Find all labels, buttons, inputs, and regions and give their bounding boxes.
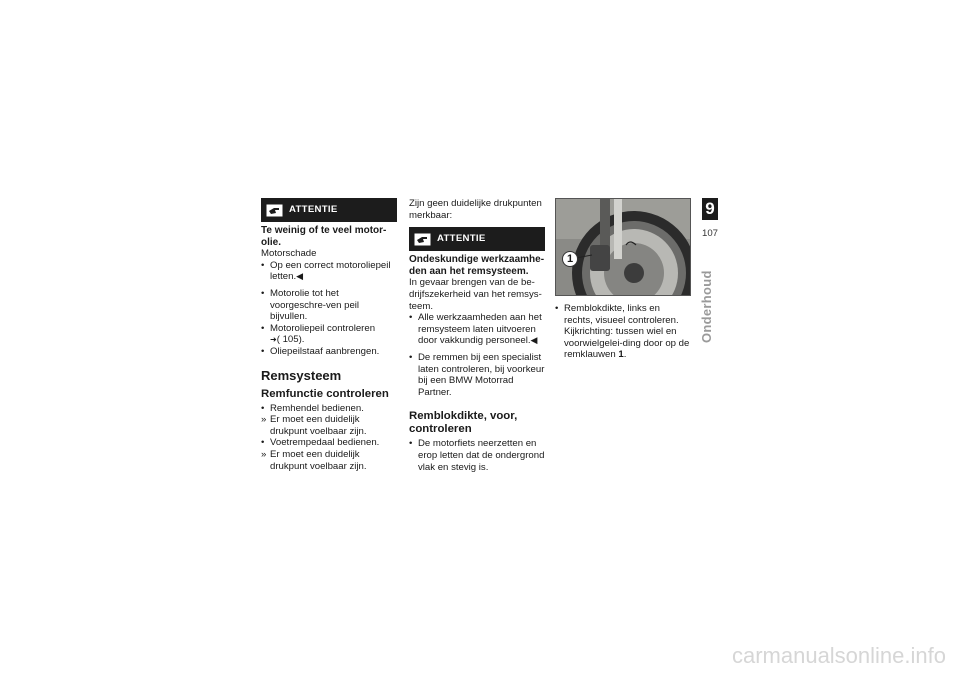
page-reference-link[interactable]: ➜( 105).	[270, 334, 305, 346]
list-item: • Oliepeilstaaf aanbrengen.	[261, 346, 397, 358]
end-mark-icon: ◀	[296, 271, 304, 282]
list-item: • Remblokdikte, links en rechts, visueel controleren. Kijkrichting: tussen wiel en voorwielgelei-ding door op de remklauwen 1.	[555, 303, 691, 361]
end-mark-icon: ◀	[530, 335, 538, 346]
list-item: • Voetrempedaal bedienen.	[261, 437, 397, 449]
attention-label: ATTENTIE	[437, 233, 486, 245]
list-item: • Alle werkzaamheden aan het remsysteem laten uitvoeren door vakkundig personeel.◀	[409, 312, 545, 347]
section-title: Remsysteem	[261, 367, 342, 383]
chapter-number: 9	[702, 198, 718, 220]
oil-list	[261, 288, 397, 358]
arrow-ref-icon: ➜	[270, 335, 277, 345]
list-item: • De remmen bij een specialist laten controleren, bij voorkeur bij een BMW Motorrad Partner.	[409, 352, 545, 398]
attention-banner	[261, 198, 397, 222]
brake-caliper-photo	[555, 198, 691, 296]
subsection-title: Remfunctie controleren	[261, 387, 389, 400]
warning-subtext: In gevaar brengen van de be-drijfszekerheid van het remsys-teem.	[409, 277, 542, 312]
result-item: » Er moet een duidelijk drukpunt voelbaar zijn.	[261, 449, 397, 472]
inspection-list	[555, 303, 691, 361]
warning-list	[261, 260, 397, 283]
list-item: • De motorfiets neerzetten en erop letten dat de ondergrond vlak en stevig is.	[409, 438, 545, 473]
warning-list	[409, 312, 545, 347]
list-item: • Op een correct motoroliepeil letten.◀	[261, 260, 397, 283]
subsection-title: Remblokdikte, voor, controleren	[409, 410, 518, 436]
column-3	[555, 198, 691, 361]
list-item: • Motorolie tot het voorgeschre-ven peil bijvullen.	[261, 288, 397, 323]
column-1	[261, 198, 397, 472]
attention-banner	[409, 227, 545, 251]
manual-hand-icon	[266, 204, 283, 217]
warning-heading: Ondeskundige werkzaamhe-den aan het remsysteem.	[409, 254, 545, 277]
brake-list	[409, 352, 545, 398]
watermark: carmanualsonline.info	[731, 643, 946, 668]
column-2	[409, 198, 545, 473]
warning-subtext: Motorschade	[261, 248, 317, 260]
manual-hand-icon	[414, 233, 431, 246]
callout-1: 1	[562, 251, 578, 267]
list-item: • Motoroliepeil controleren ➜( 105).	[261, 323, 397, 346]
page-number: 107	[701, 228, 718, 239]
pad-list	[409, 438, 545, 473]
result-item: » Er moet een duidelijk drukpunt voelbaar zijn.	[261, 414, 397, 437]
attention-label: ATTENTIE	[289, 204, 338, 216]
list-item: • Remhendel bedienen.	[261, 403, 397, 415]
intro-text: Zijn geen duidelijke drukpunten merkbaar:	[409, 198, 542, 221]
section-label: Onderhoud	[699, 270, 714, 343]
warning-heading: Te weinig of te veel motor-olie.	[261, 225, 387, 248]
steps-list	[261, 403, 397, 473]
